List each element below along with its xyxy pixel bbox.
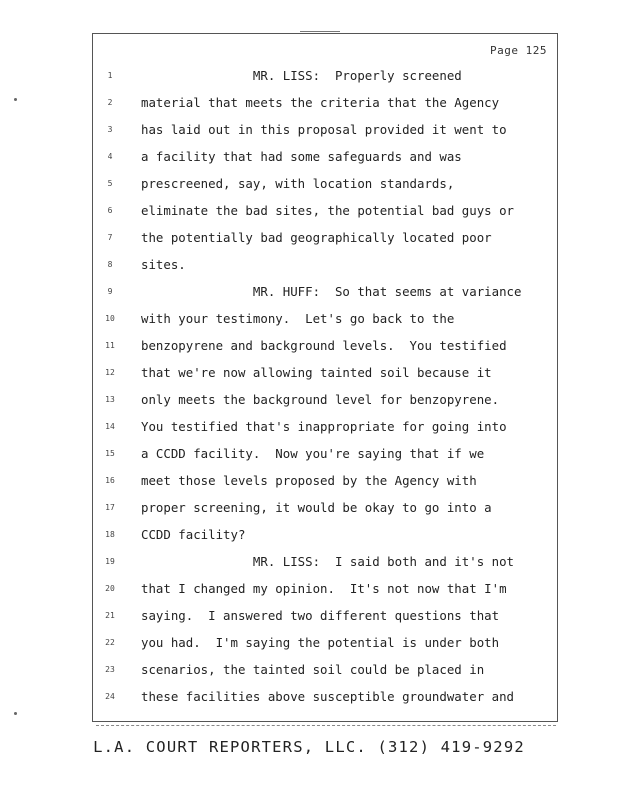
- line-number: 22: [105, 638, 115, 647]
- line-number: 5: [107, 179, 113, 188]
- bottom-scan-mark: [96, 725, 556, 727]
- line-text: proper screening, it would be okay to go into a: [141, 500, 492, 515]
- line-number: 2: [107, 98, 113, 107]
- margin-mark-bottom: [14, 712, 17, 715]
- transcript-line: [93, 359, 557, 386]
- transcript-line: [93, 143, 557, 170]
- transcript-line: [93, 89, 557, 116]
- line-number: 1: [107, 71, 113, 80]
- line-text: scenarios, the tainted soil could be placed in: [141, 662, 485, 677]
- transcript-line: [93, 386, 557, 413]
- transcript-line: [93, 494, 557, 521]
- line-text: the potentially bad geographically located poor: [141, 230, 492, 245]
- transcript-line: [93, 602, 557, 629]
- transcript-line: [93, 629, 557, 656]
- transcript-line: [93, 548, 557, 575]
- page-number: Page 125: [490, 44, 547, 57]
- line-number: 21: [105, 611, 115, 620]
- line-number: 14: [105, 422, 115, 431]
- transcript-line: [93, 332, 557, 359]
- line-text: prescreened, say, with location standards,: [141, 176, 455, 191]
- line-text: CCDD facility?: [141, 527, 246, 542]
- transcript-line: [93, 278, 557, 305]
- transcript-line: [93, 467, 557, 494]
- line-text: you had. I'm saying the potential is under both: [141, 635, 500, 650]
- line-text: benzopyrene and background levels. You testified: [141, 338, 507, 353]
- line-number: 7: [107, 233, 113, 242]
- transcript-line: [93, 575, 557, 602]
- transcript-line: [93, 305, 557, 332]
- line-number: 9: [107, 287, 113, 296]
- line-text: material that meets the criteria that the Agency: [141, 95, 500, 110]
- line-text: You testified that's inappropriate for going into: [141, 419, 507, 434]
- line-number: 18: [105, 530, 115, 539]
- transcript-line: [93, 440, 557, 467]
- line-text: only meets the background level for benzopyrene.: [141, 392, 500, 407]
- line-number: 15: [105, 449, 115, 458]
- line-text: with your testimony. Let's go back to the: [141, 311, 455, 326]
- transcript-page: [92, 33, 558, 722]
- transcript-line: [93, 521, 557, 548]
- line-number: 17: [105, 503, 115, 512]
- line-text: a facility that had some safeguards and was: [141, 149, 462, 164]
- line-number: 11: [105, 341, 115, 350]
- transcript-line: [93, 251, 557, 278]
- line-text: these facilities above susceptible groundwater and: [141, 689, 514, 704]
- top-scan-mark: [300, 31, 340, 32]
- transcript-line: [93, 224, 557, 251]
- line-text: MR. HUFF: So that seems at variance: [141, 284, 522, 299]
- transcript-line: [93, 413, 557, 440]
- line-text: MR. LISS: Properly screened: [141, 68, 462, 83]
- margin-mark-top: [14, 98, 17, 101]
- line-number: 4: [107, 152, 113, 161]
- line-text: that I changed my opinion. It's not now that I'm: [141, 581, 507, 596]
- line-number: 20: [105, 584, 115, 593]
- court-reporter-footer: L.A. COURT REPORTERS, LLC. (312) 419-9292: [93, 738, 525, 756]
- transcript-line: [93, 116, 557, 143]
- line-text: meet those levels proposed by the Agency with: [141, 473, 477, 488]
- line-text: eliminate the bad sites, the potential bad guys or: [141, 203, 514, 218]
- line-number: 16: [105, 476, 115, 485]
- transcript-line: [93, 170, 557, 197]
- line-text: saying. I answered two different questions that: [141, 608, 500, 623]
- line-text: a CCDD facility. Now you're saying that if we: [141, 446, 485, 461]
- line-number: 24: [105, 692, 115, 701]
- line-text: has laid out in this proposal provided it went to: [141, 122, 507, 137]
- line-text: MR. LISS: I said both and it's not: [141, 554, 514, 569]
- line-number: 8: [107, 260, 113, 269]
- line-number: 13: [105, 395, 115, 404]
- line-number: 3: [107, 125, 113, 134]
- transcript-line: [93, 683, 557, 710]
- line-number: 6: [107, 206, 113, 215]
- line-text: that we're now allowing tainted soil because it: [141, 365, 492, 380]
- transcript-line: [93, 197, 557, 224]
- line-number: 10: [105, 314, 115, 323]
- line-text: sites.: [141, 257, 186, 272]
- line-number: 19: [105, 557, 115, 566]
- line-number: 12: [105, 368, 115, 377]
- transcript-line: [93, 656, 557, 683]
- transcript-line: [93, 62, 557, 89]
- line-number: 23: [105, 665, 115, 674]
